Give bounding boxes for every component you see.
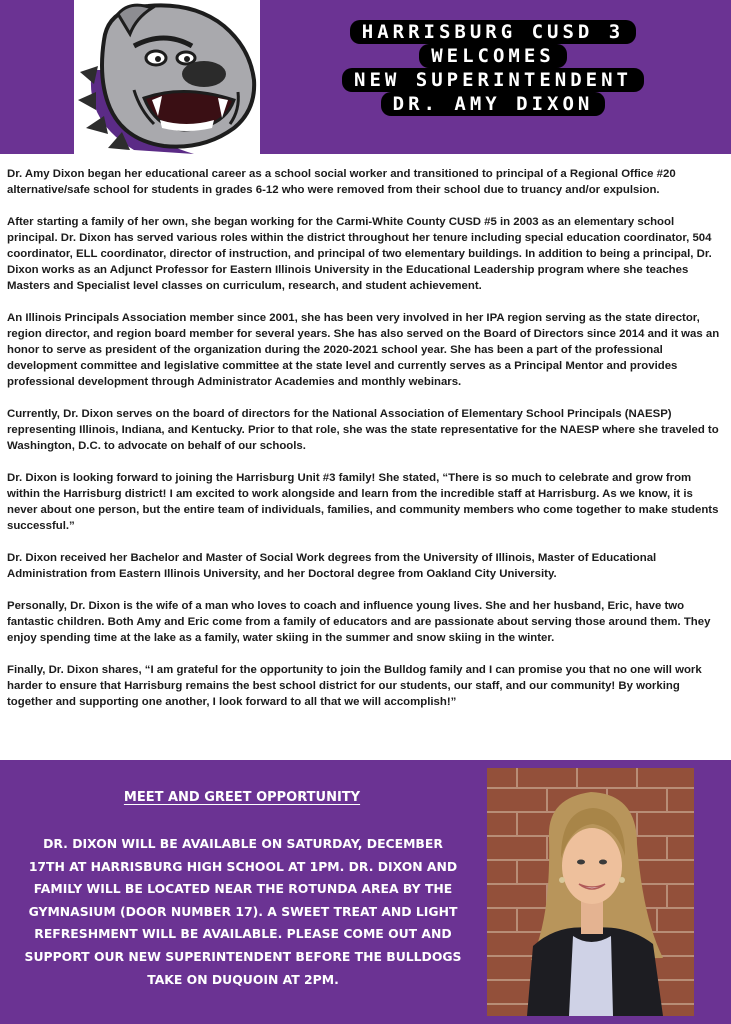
header-banner (0, 0, 731, 154)
article-paragraph: Dr. Amy Dixon began her educational career as a school social worker and transitioned to principal of a Regional Office #20 alternative/safe school for students in grades 6-12 who were removed from their school due to truancy and/or expulsion. (7, 168, 676, 196)
headline-line: HARRISBURG CUSD 3 (350, 20, 636, 44)
superintendent-portrait-photo (487, 768, 694, 1016)
article-paragraph: Finally, Dr. Dixon shares, “I am grateful for the opportunity to join the Bulldog family and I can promise you that no one will work harder to ensure that Harrisburg remains the best school district for our students, our staff, and our community! By working together and supporting one another, I look forward to all that we will accomplish!” (7, 664, 702, 708)
article-paragraph: An Illinois Principals Association member since 2001, she has been very involved in her IPA region serving as the state director, region director, and region board member for several years. She has also served on the Board of Directors since 2014 and it was an honor to serve as president of the organization during the 2020-2021 school year. She has been a part of the professional development committee and legislative committee at the state level and currently serves as a Principal Mentor and provides professional development through Administrator Academies and monthly webinars. (7, 312, 720, 388)
article-paragraph: After starting a family of her own, she began working for the Carmi-White County CUSD #5 in 2003 as an elementary school principal. Dr. Dixon has served various roles within the district throughout her tenure including special education coordinator, 504 coordinator, ELL coordinator, director of instruction, and principal of two elementary buildings. In addition to being a principal, Dr. Dixon works as an Adjunct Professor for Eastern Illinois University in the Educational Leadership program where she teaches Masters and Specialist level classes on curriculum, research, and student achievement. (7, 216, 712, 292)
article-paragraph: Dr. Dixon received her Bachelor and Master of Social Work degrees from the University of Illinois, Master of Educational Administration from Eastern Illinois University, and her Doctoral degree from Oakland City University. (7, 552, 657, 580)
bulldog-mascot-icon (74, 0, 260, 154)
article-body (7, 166, 725, 726)
headline-line: DR. AMY DIXON (381, 92, 606, 116)
headline-line: NEW SUPERINTENDENT (342, 68, 644, 92)
headline-line: WELCOMES (419, 44, 567, 68)
meet-greet-title: MEET AND GREET OPPORTUNITY (123, 790, 361, 805)
meet-greet-details: DR. DIXON WILL BE AVAILABLE ON SATURDAY, DECEMBER 17TH AT HARRISBURG HIGH SCHOOL AT 1PM. DR. DIXON AND FAMILY WILL BE LOCATED NEAR THE ROTUNDA AREA BY THE GYMNASIUM (DOOR NUMBER 17). A SWEET TREAT AND LIGHT REFRESHMENT WILL BE AVAILABLE. PLEASE COME OUT AND SUPPORT OUR NEW SUPERINTENDENT BEFORE THE BULLDOGS TAKE ON DUQUOIN AT 2PM. (24, 836, 462, 987)
article-paragraph: Personally, Dr. Dixon is the wife of a man who loves to coach and influence young lives. She and her husband, Eric, have two fantastic children. Both Amy and Eric come from a family of educators and are passionate about serving those around them. They enjoy spending time at the lake as a family, water skiing in the summer and snow skiing in the winter. (7, 600, 711, 644)
headline (333, 20, 653, 116)
meet-greet-section (0, 760, 731, 1024)
article-paragraph: Dr. Dixon is looking forward to joining the Harrisburg Unit #3 family! She stated, “There is so much to celebrate and grow from within the Harrisburg district! I am excited to work alongside and learn from the incredible staff at Harrisburg. As we know, it is never about one person, but the entire team of individuals, families, and community members who come together to make students successful.” (7, 472, 719, 532)
article-paragraph: Currently, Dr. Dixon serves on the board of directors for the National Association of Elementary School Principals (NAESP) representing Illinois, Indiana, and Kentucky. Prior to that role, she was the state representative for the NAESP where she traveled to Washington, D.C. to advocate on behalf of our schools. (7, 408, 719, 452)
